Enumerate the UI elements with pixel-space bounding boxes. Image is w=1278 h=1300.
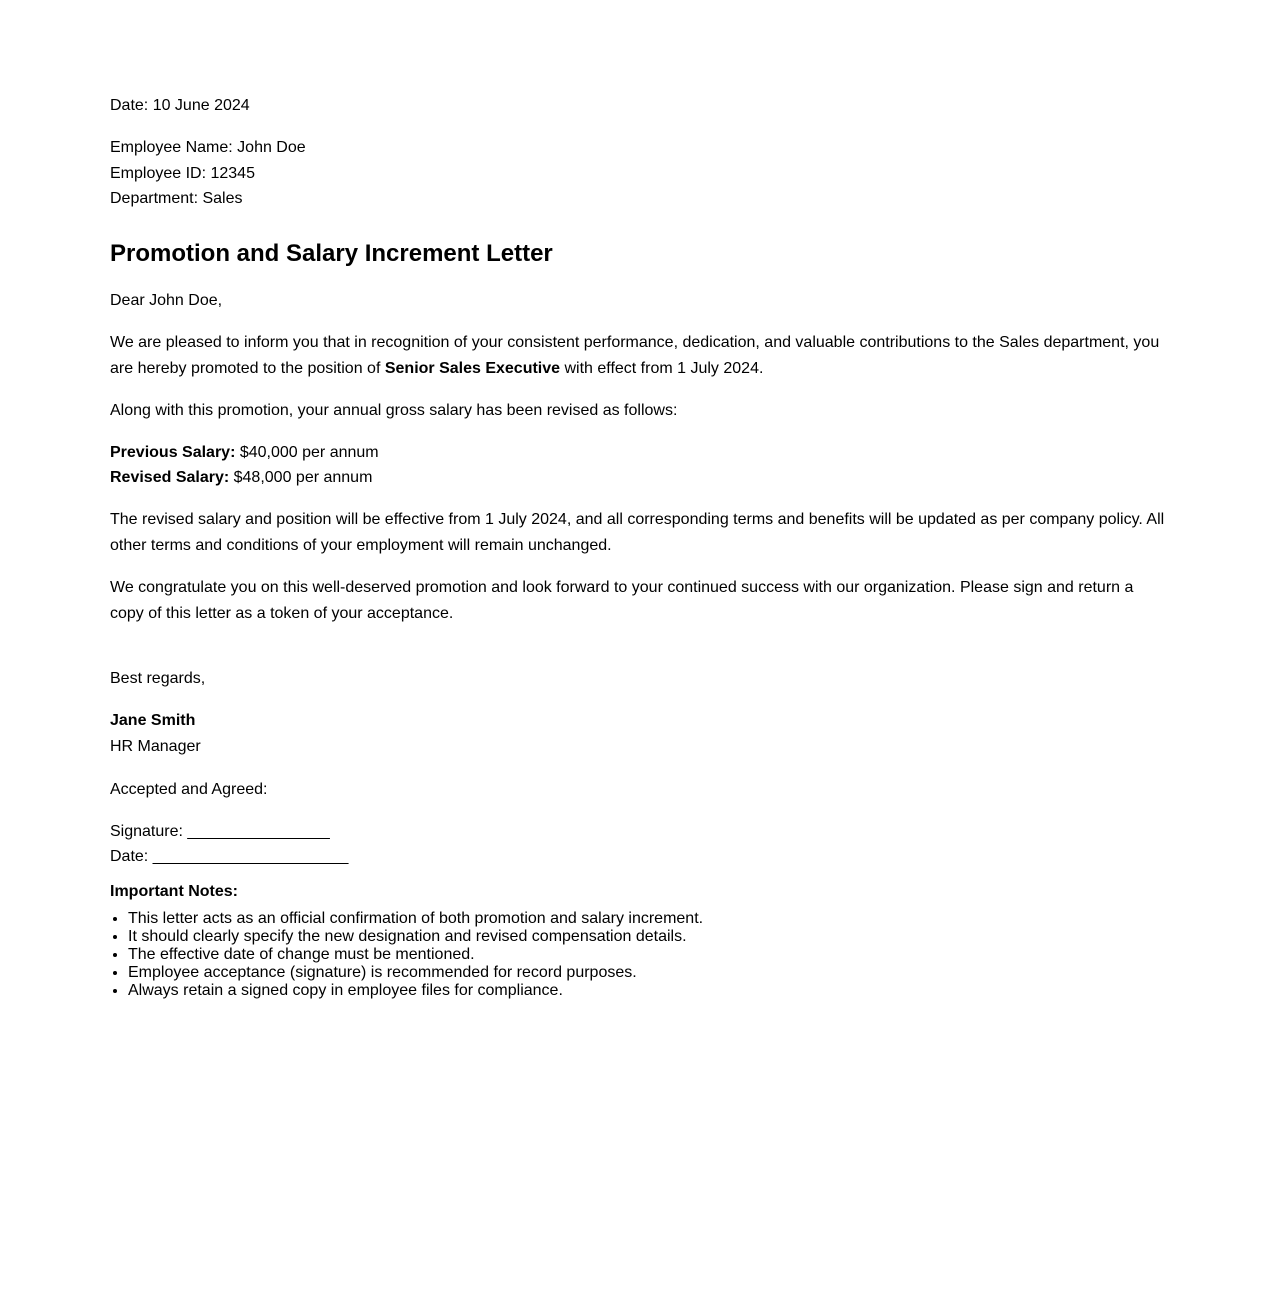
revised-salary-value: $48,000 per annum <box>229 469 373 486</box>
accepted-agreed: Accepted and Agreed: <box>110 780 268 798</box>
congratulation-paragraph: We congratulate you on this well-deserved promotion and look forward to your continued success with our organization. Please sign and return a copy of this letter as a token of your acceptance. <box>110 578 1134 622</box>
list-item: • Employee acceptance (signature) is recommended for record purposes. <box>128 964 1168 982</box>
important-notes-title: Important Notes: <box>110 882 238 900</box>
employee-id: Employee ID: 12345 <box>110 164 255 182</box>
signer-name-text: Jane Smith <box>110 711 196 729</box>
previous-salary <box>110 440 1168 466</box>
salary-intro-paragraph: Along with this promotion, your annual gross salary has been revised as follows: <box>110 401 678 419</box>
revised-salary <box>110 465 1168 491</box>
signer-block <box>110 708 1168 760</box>
revised-salary-label: Revised Salary: <box>110 469 230 486</box>
promotion-text-before: We are pleased to inform you that in recognition of your consistent performance, dedication, and valuable contributions to the Sales department, you are hereby promoted to the position of <box>110 333 1160 377</box>
employee-details <box>110 135 1168 212</box>
signature-date-line: Date: ______________________ <box>110 848 349 865</box>
salary-details <box>110 440 1168 491</box>
employee-department: Department: Sales <box>110 190 243 207</box>
list-item: • This letter acts as an official confirmation of both promotion and salary increment. <box>128 910 1168 928</box>
signer-name <box>110 708 1168 734</box>
previous-salary-label: Previous Salary: <box>110 443 236 461</box>
letter-title: Promotion and Salary Increment Letter <box>110 239 553 267</box>
effective-terms-paragraph: The revised salary and position will be effective from 1 July 2024, and all corresponding terms and benefits will be updated as per company policy. All other terms and conditions of your employment will remain unchanged. <box>110 510 1165 554</box>
signature-line: Signature: ________________ <box>110 822 330 840</box>
list-item: • Always retain a signed copy in employee files for compliance. <box>128 982 1168 1000</box>
closing: Best regards, <box>110 669 206 687</box>
promotion-paragraph <box>110 330 1168 382</box>
list-item: • The effective date of change must be mentioned. <box>128 946 1168 964</box>
letter-date: Date: 10 June 2024 <box>110 97 250 114</box>
list-item: • It should clearly specify the new designation and revised compensation details. <box>128 928 1168 946</box>
signature-block <box>110 819 1168 870</box>
employee-name: Employee Name: John Doe <box>110 139 306 156</box>
signer-title: HR Manager <box>110 737 201 755</box>
previous-salary-value: $40,000 per annum <box>235 443 379 461</box>
salutation: Dear John Doe, <box>110 291 223 309</box>
promotion-text-after: with effect from 1 July 2024. <box>560 359 764 377</box>
important-notes-list <box>110 910 1168 1000</box>
new-position: Senior Sales Executive <box>384 359 561 377</box>
